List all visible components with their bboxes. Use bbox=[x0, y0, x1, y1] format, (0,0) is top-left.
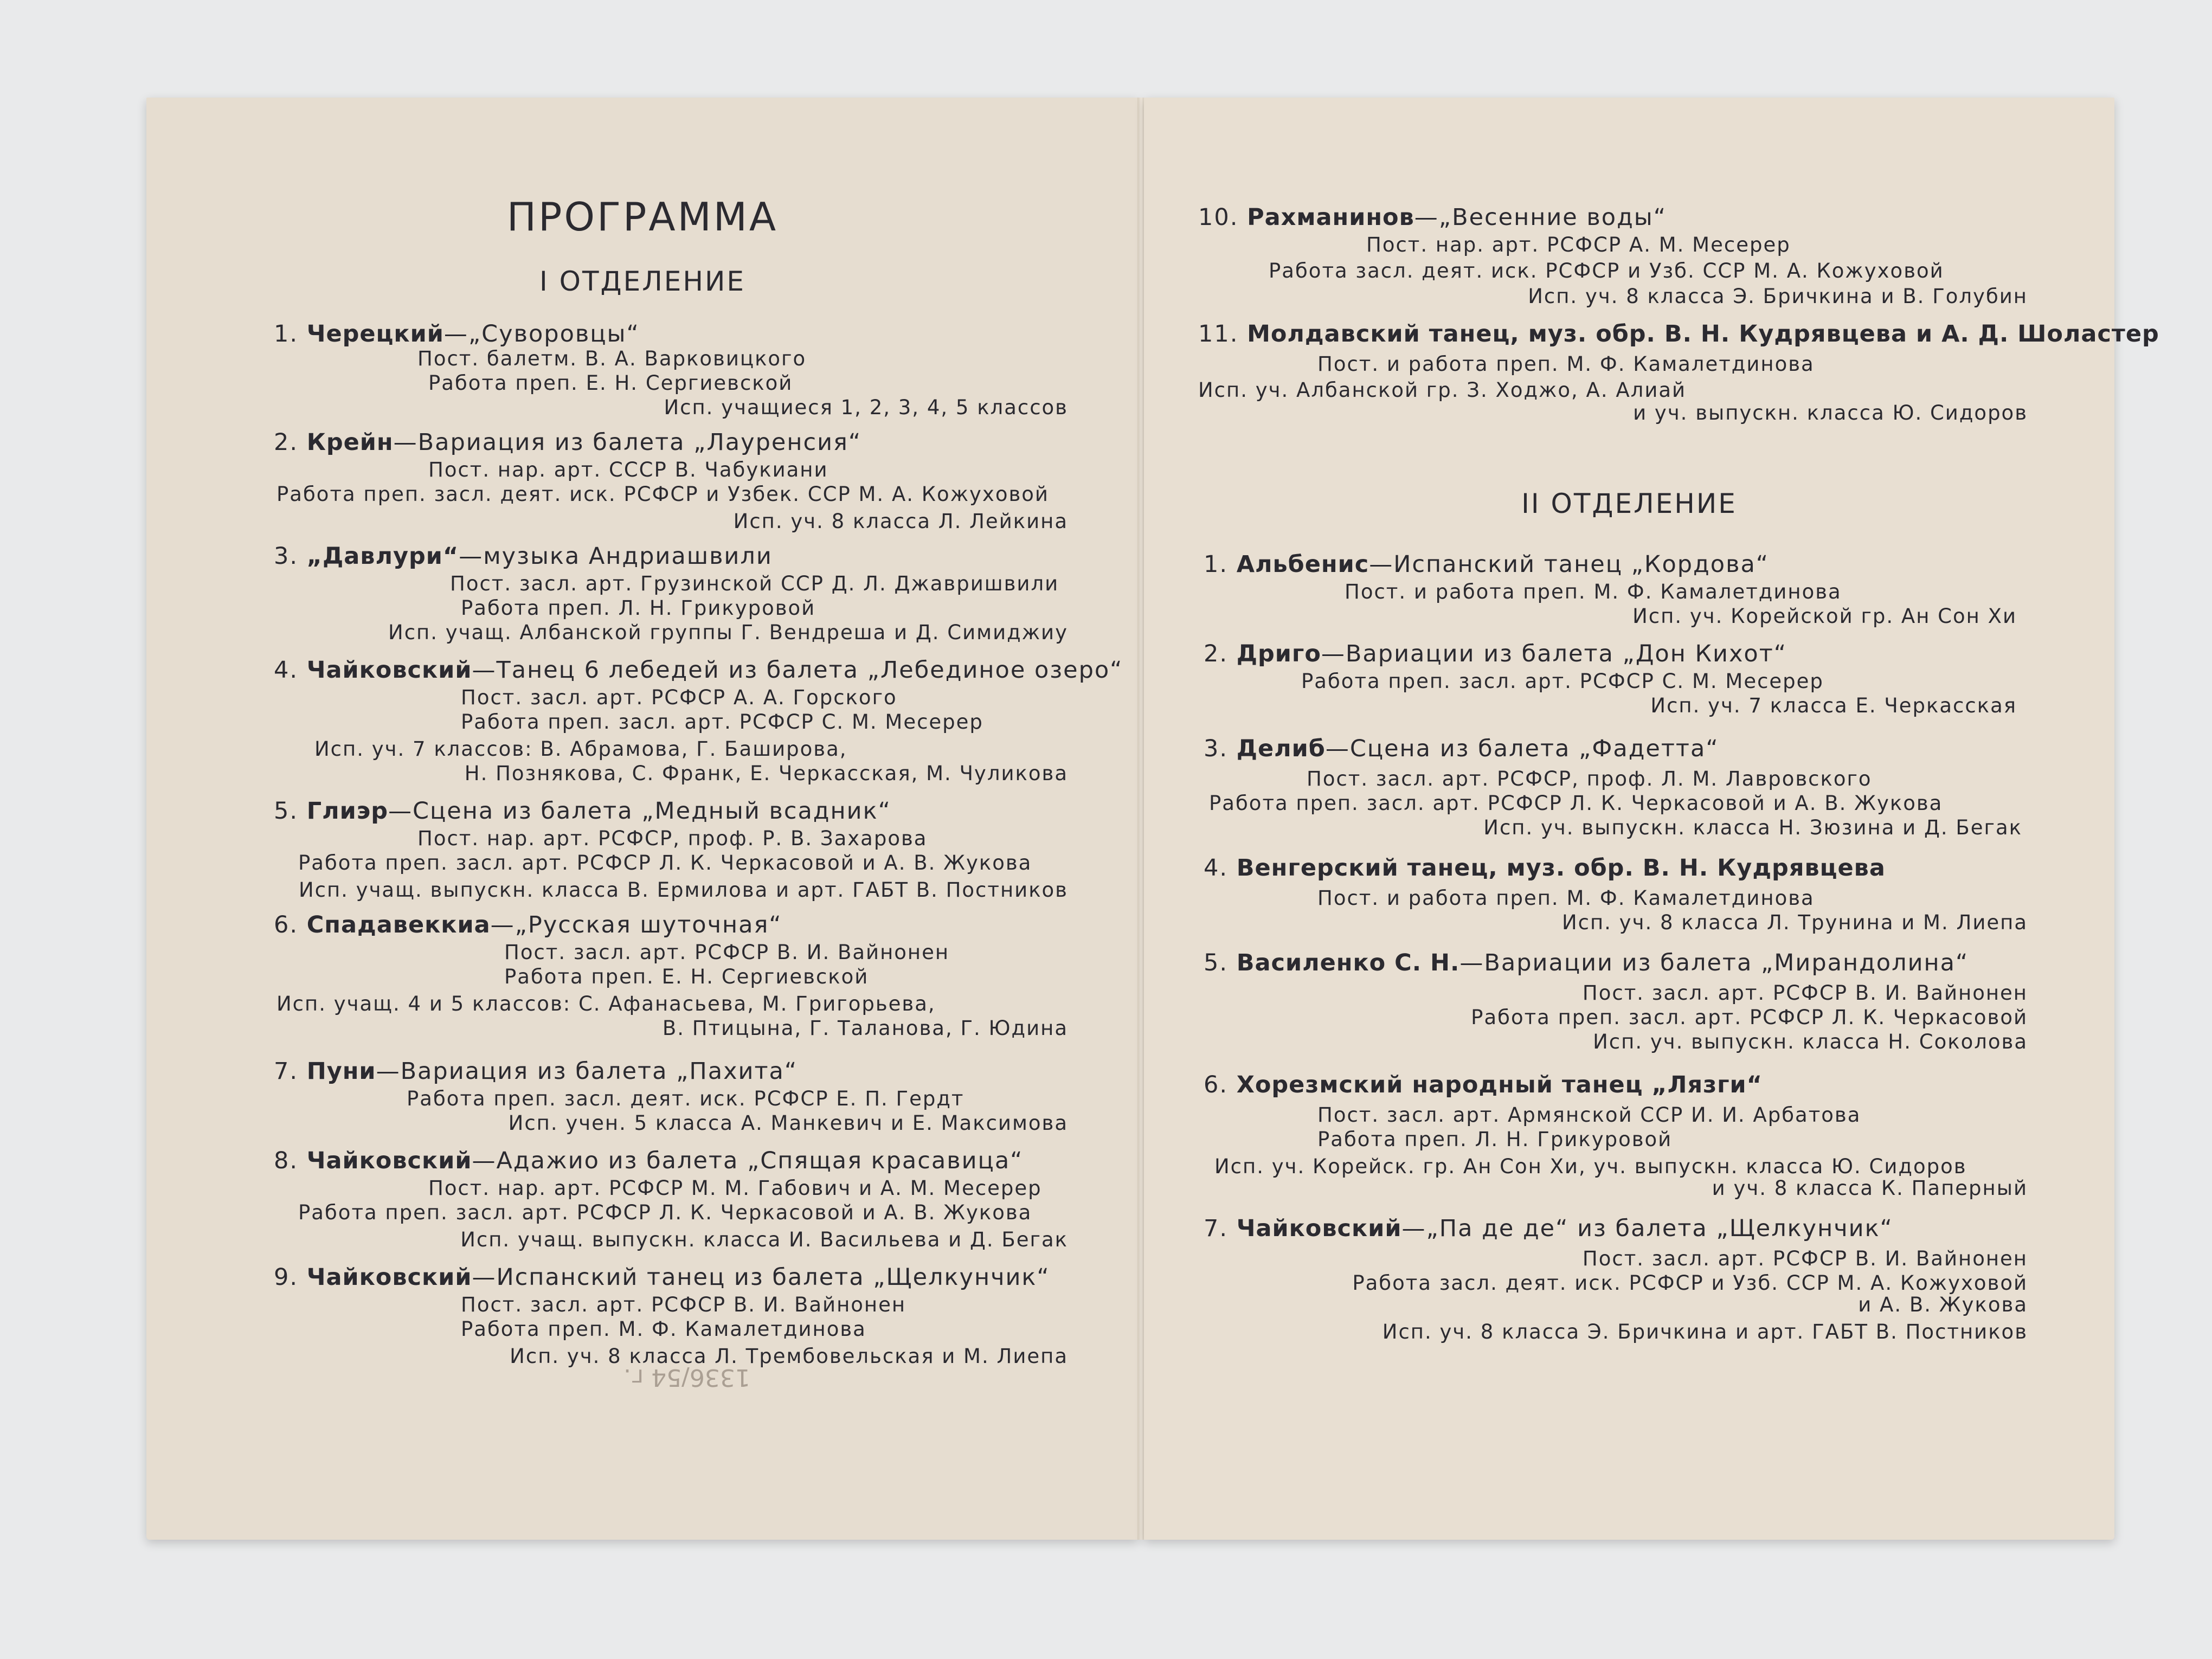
program-item-11: 11. Молдавский танец, муз. обр. В. Н. Кудрявцева и А. Д. Шоластер bbox=[1198, 320, 2159, 348]
program-item-1: 1. Черецкий—„Суворовцы“ bbox=[274, 320, 640, 348]
credit-line: Н. Познякова, С. Франк, Е. Черкасская, М. Чуликова bbox=[464, 762, 1068, 785]
credit-line: Исп. учащ. Албанской группы Г. Вендреша и Д. Симиджиу bbox=[388, 621, 1068, 644]
credit-line: Работа преп. засл. арт. РСФСР Л. К. Черкасовой и А. В. Жукова bbox=[298, 851, 1032, 874]
program-item-2: 2. Крейн—Вариация из балета „Лауренсия“ bbox=[274, 429, 862, 456]
credit-line: Пост. нар. арт. РСФСР А. М. Месерер bbox=[1366, 233, 1791, 256]
credit-line: Пост. и работа преп. М. Ф. Камалетдинова bbox=[1317, 886, 1815, 910]
credit-line: Работа преп. засл. деят. иск. РСФСР Е. П. Гердт bbox=[407, 1087, 964, 1110]
program-item-8: 8. Чайковский—Адажио из балета „Спящая красавица“ bbox=[274, 1147, 1024, 1174]
credit-line: и А. В. Жукова bbox=[1858, 1293, 2028, 1316]
credit-line: Пост. засл. арт. РСФСР В. И. Вайнонен bbox=[504, 941, 950, 964]
credit-line: Исп. учащ. выпускн. класса В. Ермилова и арт. ГАБТ В. Постников bbox=[298, 878, 1068, 902]
program-item-ii-5: 5. Василенко С. Н.—Вариации из балета „Мирандолина“ bbox=[1204, 949, 1969, 976]
program-item-ii-3: 3. Делиб—Сцена из балета „Фадетта“ bbox=[1204, 735, 1719, 762]
credit-line: Исп. уч. Корейск. гр. Ан Сон Хи, уч. выпускн. класса Ю. Сидоров bbox=[1214, 1155, 1967, 1178]
credit-line: Исп. учащ. выпускн. класса И. Васильева и Д. Бегак bbox=[460, 1228, 1068, 1251]
credit-line: Исп. уч. Албанской гр. З. Ходжо, А. Алиай bbox=[1198, 378, 1687, 402]
credit-line: Пост. нар. арт. РСФСР, проф. Р. В. Захарова bbox=[417, 827, 928, 850]
program-item-7: 7. Пуни—Вариация из балета „Пахита“ bbox=[274, 1058, 798, 1085]
program-item-3: 3. „Давлури“—музыка Андриашвили bbox=[274, 543, 773, 570]
section-heading-2: II ОТДЕЛЕНИЕ bbox=[1521, 488, 1737, 519]
credit-line: и уч. выпускн. класса Ю. Сидоров bbox=[1633, 401, 2028, 425]
credit-line: Работа преп. Л. Н. Грикуровой bbox=[1317, 1128, 1673, 1151]
credit-line: Исп. уч. выпускн. класса Н. Зюзина и Д. Бегак bbox=[1483, 816, 2022, 839]
program-booklet bbox=[146, 98, 2159, 1540]
program-item-ii-2: 2. Дриго—Вариации из балета „Дон Кихот“ bbox=[1204, 640, 1787, 667]
credit-line: Исп. уч. 8 класса Л. Лейкина bbox=[733, 510, 1068, 533]
program-item-9: 9. Чайковский—Испанский танец из балета „Щелкунчик“ bbox=[274, 1264, 1050, 1291]
credit-line: Работа преп. М. Ф. Камалетдинова bbox=[461, 1317, 866, 1341]
credit-line: Работа засл. деят. иск. РСФСР и Узб. ССР М. А. Кожуховой bbox=[1269, 259, 1944, 282]
program-item-4: 4. Чайковский—Танец 6 лебедей из балета „Лебединое озеро“ bbox=[274, 657, 1123, 684]
credit-line: Работа преп. Л. Н. Грикуровой bbox=[461, 596, 816, 620]
credit-line: Исп. уч. 7 классов: В. Абрамова, Г. Баширова, bbox=[314, 737, 847, 761]
credit-line: Пост. нар. арт. СССР В. Чабукиани bbox=[428, 458, 828, 481]
credit-line: Работа преп. Е. Н. Сергиевской bbox=[428, 371, 793, 395]
credit-line: Исп. учащиеся 1, 2, 3, 4, 5 классов bbox=[664, 396, 1068, 419]
credit-line: Исп. уч. 8 класса Л. Трунина и М. Лиепа bbox=[1561, 911, 2028, 934]
credit-line: Исп. уч. 8 класса Э. Бричкина и арт. ГАБТ В. Постников bbox=[1382, 1320, 2028, 1343]
credit-line: В. Птицына, Г. Таланова, Г. Юдина bbox=[662, 1017, 1068, 1040]
program-item-ii-1: 1. Альбенис—Испанский танец „Кордова“ bbox=[1204, 551, 1770, 578]
right-page bbox=[1144, 98, 2159, 1540]
program-item-10: 10. Рахманинов—„Весенние воды“ bbox=[1198, 204, 1667, 231]
credit-line: Исп. уч. выпускн. класса Н. Соколова bbox=[1593, 1030, 2028, 1053]
credit-line: Работа преп. засл. арт. РСФСР Л. К. Черкасовой и А. В. Жукова bbox=[1209, 792, 1943, 815]
credit-line: Пост. засл. арт. Грузинской ССР Д. Л. Джавришвили bbox=[450, 572, 1059, 595]
credit-line: Пост. засл. арт. РСФСР А. А. Горского bbox=[461, 686, 897, 709]
credit-line: Исп. уч. Корейской гр. Ан Сон Хи bbox=[1632, 605, 2017, 628]
credit-line: Пост. и работа преп. М. Ф. Камалетдинова bbox=[1345, 580, 1842, 603]
print-stamp: 1336/54 г. bbox=[623, 1364, 750, 1391]
credit-line: Исп. уч. 8 класса Л. Трембовельская и М. Лиепа bbox=[510, 1345, 1068, 1368]
program-item-ii-4: 4. Венгерский танец, муз. обр. В. Н. Кудрявцева bbox=[1204, 854, 1886, 882]
section-heading-1: I ОТДЕЛЕНИЕ bbox=[539, 266, 745, 297]
credit-line: Работа преп. засл. арт. РСФСР Л. К. Черкасовой bbox=[1471, 1006, 2028, 1029]
credit-line: Пост. засл. арт. РСФСР, проф. Л. М. Лавровского bbox=[1307, 767, 1872, 790]
credit-line: Работа засл. деят. иск. РСФСР и Узб. ССР М. А. Кожуховой bbox=[1352, 1271, 2028, 1295]
credit-line: Работа преп. Е. Н. Сергиевской bbox=[504, 965, 869, 988]
credit-line: Работа преп. засл. арт. РСФСР С. М. Месерер bbox=[1301, 670, 1824, 693]
credit-line: Исп. учащ. 4 и 5 классов: С. Афанасьева, М. Григорьева, bbox=[276, 992, 936, 1015]
program-item-ii-6: 6. Хорезмский народный танец „Лязги“ bbox=[1204, 1071, 1763, 1098]
credit-line: Пост. засл. арт. Армянской ССР И. И. Арбатова bbox=[1317, 1103, 1861, 1127]
credit-line: Пост. нар. арт. РСФСР М. М. Габович и А. М. Месерер bbox=[428, 1176, 1042, 1200]
credit-line: Исп. учен. 5 класса А. Манкевич и Е. Максимова bbox=[508, 1111, 1068, 1135]
credit-line: Исп. уч. 8 класса Э. Бричкина и В. Голубин bbox=[1528, 285, 2028, 308]
credit-line: и уч. 8 класса К. Паперный bbox=[1712, 1176, 2028, 1200]
program-item-6: 6. Спадавеккиа—„Русская шуточная“ bbox=[274, 911, 782, 938]
credit-line: Пост. балетм. В. А. Варковицкого bbox=[417, 347, 807, 370]
left-page bbox=[146, 98, 1139, 1540]
credit-line: Пост. засл. арт. РСФСР В. И. Вайнонен bbox=[1582, 1247, 2028, 1270]
program-title: ПРОГРАММА bbox=[506, 194, 779, 240]
program-item-ii-7: 7. Чайковский—„Па де де“ из балета „Щелкунчик“ bbox=[1204, 1215, 1893, 1242]
credit-line: Исп. уч. 7 класса Е. Черкасская bbox=[1650, 694, 2017, 717]
credit-line: Работа преп. засл. арт. РСФСР Л. К. Черкасовой и А. В. Жукова bbox=[298, 1201, 1032, 1224]
credit-line: Пост. засл. арт. РСФСР В. И. Вайнонен bbox=[461, 1293, 906, 1316]
credit-line: Работа преп. засл. арт. РСФСР С. М. Месерер bbox=[461, 710, 983, 734]
credit-line: Пост. и работа преп. М. Ф. Камалетдинова bbox=[1317, 352, 1815, 376]
credit-line: Работа преп. засл. деят. иск. РСФСР и Узбек. ССР М. А. Кожуховой bbox=[276, 483, 1049, 506]
credit-line: Пост. засл. арт. РСФСР В. И. Вайнонен bbox=[1582, 981, 2028, 1005]
program-item-5: 5. Глиэр—Сцена из балета „Медный всадник“ bbox=[274, 798, 891, 825]
